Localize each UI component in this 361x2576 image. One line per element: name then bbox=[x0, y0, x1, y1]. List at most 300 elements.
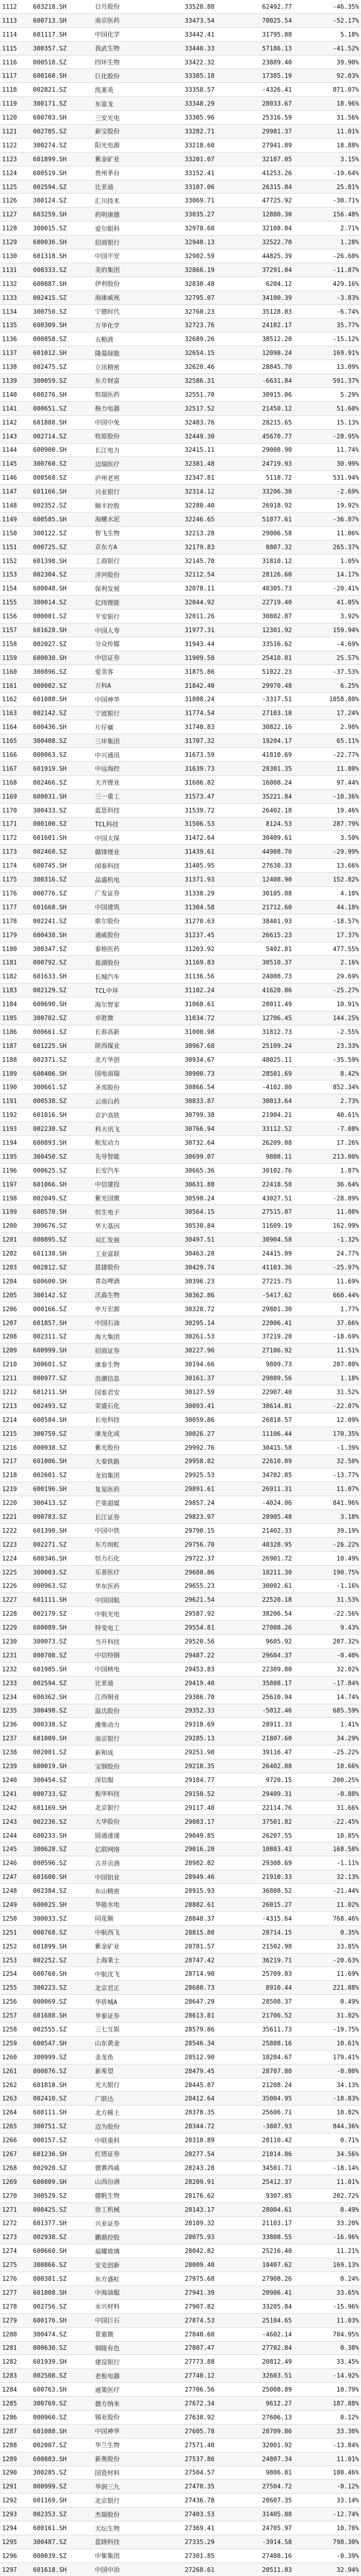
code-cell: 002410.SZ bbox=[33, 2095, 67, 2103]
rank-cell: 1157 bbox=[2, 626, 17, 634]
prev-value-cell: 19204.17 bbox=[262, 737, 292, 745]
prev-value-cell: 30822.16 bbox=[262, 723, 292, 731]
rank-cell: 1223 bbox=[2, 1540, 17, 1548]
name-cell: 荣盛石化 bbox=[95, 1402, 120, 1410]
prev-value-cell: 27941.89 bbox=[262, 141, 292, 149]
prev-value-cell: 34100.39 bbox=[262, 294, 292, 301]
value-cell: 30665.36 bbox=[185, 1166, 215, 1174]
prev-value-cell: 41103.36 bbox=[262, 1263, 292, 1271]
prev-value-cell: 22418.58 bbox=[262, 1180, 292, 1188]
value-cell: 31371.93 bbox=[185, 876, 215, 884]
value-cell: 32078.11 bbox=[185, 585, 215, 592]
prev-value-cell: 47725.92 bbox=[262, 197, 292, 205]
name-cell: 中国核电 bbox=[95, 1666, 120, 1673]
code-cell: 300628.SZ bbox=[33, 1845, 67, 1853]
prev-value-cell: 38512.20 bbox=[262, 335, 292, 343]
change-cell: 11.01% bbox=[336, 2178, 359, 2185]
change-cell: 19.92% bbox=[336, 502, 359, 509]
change-cell: 17.24% bbox=[336, 709, 359, 717]
rank-cell: 1124 bbox=[2, 169, 17, 177]
name-cell: 兴业证券 bbox=[95, 2219, 120, 2227]
prev-value-cell: 48025.11 bbox=[262, 1056, 292, 1063]
value-cell: 27840.60 bbox=[185, 2330, 215, 2338]
table-row bbox=[0, 388, 361, 402]
rank-cell: 1276 bbox=[2, 2275, 17, 2282]
value-cell: 30833.87 bbox=[185, 1097, 215, 1105]
prev-value-cell: 28905.48 bbox=[262, 1513, 292, 1521]
rank-cell: 1130 bbox=[2, 252, 17, 260]
rank-cell: 1167 bbox=[2, 765, 17, 772]
value-cell: 31573.47 bbox=[185, 792, 215, 800]
rank-cell: 1297 bbox=[2, 2566, 17, 2573]
name-cell: 紫光国微 bbox=[95, 1195, 120, 1202]
table-row bbox=[0, 1663, 361, 1676]
value-cell: 31639.73 bbox=[185, 765, 215, 772]
change-cell: 2.16% bbox=[340, 959, 359, 967]
name-cell: 中信特钢 bbox=[95, 1652, 120, 1659]
change-cell: 92.03% bbox=[336, 72, 359, 80]
name-cell: 盐湖股份 bbox=[95, 959, 120, 967]
rank-cell: 1206 bbox=[2, 1305, 17, 1313]
change-cell: 477.55% bbox=[333, 945, 359, 953]
code-cell: 000708.SZ bbox=[33, 1651, 67, 1659]
value-cell: 33385.18 bbox=[185, 72, 215, 80]
change-cell: 200.25% bbox=[333, 1776, 359, 1784]
name-cell: 长城汽车 bbox=[95, 973, 120, 980]
code-cell: 601628.SH bbox=[33, 626, 67, 634]
code-cell: 300033.SZ bbox=[33, 1914, 67, 1922]
table-row bbox=[0, 1094, 361, 1108]
name-cell: 华能水电 bbox=[95, 1901, 120, 1909]
prev-value-cell: 30415.58 bbox=[262, 1444, 292, 1451]
name-cell: 凯莱英 bbox=[95, 86, 114, 94]
rank-cell: 1227 bbox=[2, 1596, 17, 1604]
value-cell: 31169.83 bbox=[185, 959, 215, 967]
code-cell: 601066.SH bbox=[33, 1180, 67, 1188]
prev-value-cell: 27908.26 bbox=[262, 2275, 292, 2282]
value-cell: 30328.72 bbox=[185, 1305, 215, 1313]
name-cell: 蓝晓科技 bbox=[95, 2538, 120, 2546]
table-row bbox=[0, 1566, 361, 1580]
change-cell: 10.79% bbox=[336, 2386, 359, 2394]
change-cell: 23.33% bbox=[336, 1042, 359, 1049]
rank-cell: 1221 bbox=[2, 1513, 17, 1521]
prev-value-cell: 10803.43 bbox=[262, 1845, 292, 1853]
table-row bbox=[0, 1842, 361, 1856]
change-cell: -28.95% bbox=[333, 432, 359, 440]
table-row bbox=[0, 485, 361, 499]
name-cell: 伊利股份 bbox=[95, 280, 120, 288]
table-row bbox=[0, 346, 361, 360]
change-cell: 29.69% bbox=[336, 973, 359, 980]
change-cell: 0.35% bbox=[340, 1928, 359, 1936]
value-cell: 32381.48 bbox=[185, 460, 215, 468]
rank-cell: 1158 bbox=[2, 640, 17, 648]
code-cell: 300896.SZ bbox=[33, 668, 67, 675]
rank-cell: 1246 bbox=[2, 1859, 17, 1867]
value-cell: 27638.92 bbox=[185, 2413, 215, 2421]
name-cell: 恒生电子 bbox=[95, 1208, 120, 1216]
change-cell: 25.57% bbox=[336, 654, 359, 662]
name-cell: 兴业银行 bbox=[95, 488, 120, 496]
change-cell: -4.69% bbox=[336, 640, 359, 648]
name-cell: 芒果超媒 bbox=[95, 1499, 120, 1507]
value-cell: 31740.83 bbox=[185, 723, 215, 731]
name-cell: 中兴通讯 bbox=[95, 751, 120, 759]
name-cell: 长电科技 bbox=[95, 1416, 120, 1424]
table-row bbox=[0, 2300, 361, 2314]
change-cell: -1.11% bbox=[336, 1859, 359, 1867]
change-cell: 3.92% bbox=[340, 613, 359, 620]
name-cell: 江西铜业 bbox=[95, 1693, 120, 1701]
prev-value-cell: 24008.73 bbox=[262, 973, 292, 980]
change-cell: 798.30% bbox=[333, 2538, 359, 2546]
prev-value-cell: 29809.56 bbox=[262, 1375, 292, 1382]
code-cell: 600519.SH bbox=[33, 169, 67, 177]
code-cell: 601088.SH bbox=[33, 696, 67, 703]
value-cell: 30934.67 bbox=[185, 1056, 215, 1063]
prev-value-cell: 26207.55 bbox=[262, 1832, 292, 1839]
rank-cell: 1148 bbox=[2, 502, 17, 509]
prev-value-cell: 12408.90 bbox=[262, 876, 292, 884]
code-cell: 002493.SZ bbox=[33, 1402, 67, 1410]
prev-value-cell: 21904.21 bbox=[262, 1111, 292, 1119]
value-cell: 33348.29 bbox=[185, 100, 215, 108]
prev-value-cell: 21712.60 bbox=[262, 903, 292, 911]
value-cell: 31270.63 bbox=[185, 917, 215, 925]
change-cell: 65.11% bbox=[336, 737, 359, 745]
code-cell: 000568.SZ bbox=[33, 474, 67, 482]
name-cell: 顺丰控股 bbox=[95, 502, 120, 510]
value-cell: 27403.53 bbox=[185, 2511, 215, 2518]
prev-value-cell: 11609.19 bbox=[262, 1222, 292, 1230]
name-cell: 卓胜微 bbox=[95, 1014, 114, 1022]
code-cell: 002415.SZ bbox=[33, 294, 67, 301]
change-cell: 97.44% bbox=[336, 778, 359, 786]
code-cell: 601857.SH bbox=[33, 1319, 67, 1327]
name-cell: 老板电器 bbox=[95, 2372, 120, 2380]
rank-cell: 1292 bbox=[2, 2497, 17, 2504]
rank-cell: 1184 bbox=[2, 1001, 17, 1008]
code-cell: 002271.SZ bbox=[33, 1540, 67, 1548]
value-cell: 27941.39 bbox=[185, 2289, 215, 2296]
prev-value-cell: 12098.24 bbox=[262, 349, 292, 357]
name-cell: 片仔癀 bbox=[95, 723, 114, 731]
prev-value-cell: -3317.51 bbox=[262, 696, 292, 703]
table-row bbox=[0, 1441, 361, 1455]
name-cell: 大秦铁路 bbox=[95, 1458, 120, 1465]
table-row bbox=[0, 609, 361, 623]
code-cell: 300015.SZ bbox=[33, 225, 67, 232]
value-cell: 27874.53 bbox=[185, 2316, 215, 2324]
prev-value-cell: 29006.58 bbox=[262, 529, 292, 537]
table-row bbox=[0, 956, 361, 970]
table-row bbox=[0, 693, 361, 707]
prev-value-cell: 25216.40 bbox=[262, 2247, 292, 2255]
rank-cell: 1168 bbox=[2, 778, 17, 786]
value-cell: 28176.62 bbox=[185, 2192, 215, 2199]
table-row bbox=[0, 2286, 361, 2300]
name-cell: 铜陵有色 bbox=[95, 2344, 120, 2352]
name-cell: 阳光电源 bbox=[95, 142, 120, 149]
prev-value-cell: 33516.62 bbox=[262, 640, 292, 648]
code-cell: 601009.SH bbox=[33, 1735, 67, 1742]
change-cell: 32.94% bbox=[336, 2566, 359, 2573]
table-row bbox=[0, 1690, 361, 1704]
rank-cell: 1190 bbox=[2, 1083, 17, 1091]
change-cell: 34.13% bbox=[336, 2081, 359, 2089]
value-cell: 32551.70 bbox=[185, 391, 215, 398]
rank-cell: 1243 bbox=[2, 1818, 17, 1825]
name-cell: 山西汾酒 bbox=[95, 2178, 120, 2186]
change-cell: -20.41% bbox=[333, 585, 359, 592]
change-cell: -13.84% bbox=[333, 2441, 359, 2449]
code-cell: 000425.SZ bbox=[33, 2206, 67, 2213]
value-cell: 30497.51 bbox=[185, 1236, 215, 1244]
prev-value-cell: 29604.37 bbox=[262, 1651, 292, 1659]
change-cell: 0.24% bbox=[340, 2275, 359, 2282]
value-cell: 31237.45 bbox=[185, 931, 215, 939]
rank-cell: 1233 bbox=[2, 1679, 17, 1687]
code-cell: 600585.SH bbox=[33, 515, 67, 523]
prev-value-cell: 51022.23 bbox=[262, 668, 292, 675]
value-cell: 33528.88 bbox=[185, 3, 215, 10]
value-cell: 32314.12 bbox=[185, 488, 215, 496]
table-row bbox=[0, 152, 361, 166]
rank-cell: 1229 bbox=[2, 1624, 17, 1632]
prev-value-cell: 27106.92 bbox=[262, 1347, 292, 1354]
rank-cell: 1255 bbox=[2, 1984, 17, 1992]
code-cell: 601166.SH bbox=[33, 488, 67, 496]
change-cell: 14.74% bbox=[336, 1693, 359, 1701]
change-cell: 39.19% bbox=[336, 1527, 359, 1534]
value-cell: 32517.52 bbox=[185, 404, 215, 412]
name-cell: 亿联网络 bbox=[95, 1845, 120, 1853]
code-cell: 300999.SZ bbox=[33, 2053, 67, 2061]
table-row bbox=[0, 2258, 361, 2272]
value-cell: 32179.83 bbox=[185, 543, 215, 551]
change-cell: -14.92% bbox=[333, 2372, 359, 2380]
table-row bbox=[0, 2425, 361, 2438]
code-cell: 000876.SZ bbox=[33, 2067, 67, 2075]
prev-value-cell: 8910.44 bbox=[266, 1984, 292, 1992]
rank-cell: 1125 bbox=[2, 183, 17, 191]
name-cell: 格力电器 bbox=[95, 405, 120, 413]
prev-value-cell: 28845.70 bbox=[262, 363, 292, 371]
table-row bbox=[0, 665, 361, 679]
table-row bbox=[0, 499, 361, 513]
change-cell: 4.10% bbox=[340, 889, 359, 897]
value-cell: 32760.23 bbox=[185, 308, 215, 315]
rank-cell: 1254 bbox=[2, 1970, 17, 1978]
value-cell: 29756.70 bbox=[185, 1540, 215, 1548]
change-cell: -15.96% bbox=[333, 2302, 359, 2310]
name-cell: 长江电力 bbox=[95, 446, 120, 454]
name-cell: 德赛西威 bbox=[95, 2164, 120, 2172]
code-cell: 600760.SH bbox=[33, 1970, 67, 1978]
rank-cell: 1251 bbox=[2, 1928, 17, 1936]
change-cell: 11.07% bbox=[336, 1485, 359, 1493]
change-cell: 531.94% bbox=[333, 474, 359, 482]
rank-cell: 1266 bbox=[2, 2137, 17, 2144]
rank-cell: 1176 bbox=[2, 889, 17, 897]
name-cell: 海康威视 bbox=[95, 294, 120, 302]
prev-value-cell: 28004.61 bbox=[262, 2206, 292, 2213]
prev-value-cell: 25709.83 bbox=[262, 1970, 292, 1978]
code-cell: 601888.SH bbox=[33, 418, 67, 426]
table-row bbox=[0, 194, 361, 208]
rank-cell: 1291 bbox=[2, 2483, 17, 2490]
rank-cell: 1226 bbox=[2, 1582, 17, 1590]
change-cell: -1.32% bbox=[336, 1236, 359, 1244]
code-cell: 600362.SH bbox=[33, 1693, 67, 1701]
change-cell: 169.13% bbox=[333, 2261, 359, 2269]
prev-value-cell: 20709.86 bbox=[262, 2427, 292, 2435]
rank-cell: 1162 bbox=[2, 696, 17, 703]
rank-cell: 1219 bbox=[2, 1485, 17, 1493]
table-row bbox=[0, 984, 361, 997]
change-cell: -1.16% bbox=[336, 1582, 359, 1590]
code-cell: 600276.SH bbox=[33, 391, 67, 398]
name-cell: 海螺水泥 bbox=[95, 516, 120, 523]
name-cell: 比亚迪 bbox=[95, 183, 114, 191]
value-cell: 28546.34 bbox=[185, 2039, 215, 2047]
table-row bbox=[0, 1635, 361, 1649]
value-cell: 31506.53 bbox=[185, 820, 215, 828]
code-cell: 000977.SZ bbox=[33, 1375, 67, 1382]
code-cell: 600031.SH bbox=[33, 792, 67, 800]
change-cell: 685.59% bbox=[333, 1707, 359, 1715]
code-cell: 600600.SH bbox=[33, 1277, 67, 1285]
code-cell: 300122.SZ bbox=[33, 529, 67, 537]
prev-value-cell: 27215.75 bbox=[262, 1277, 292, 1285]
code-cell: 601601.SH bbox=[33, 834, 67, 842]
change-cell: 31.52% bbox=[336, 1388, 359, 1396]
code-cell: 000630.SZ bbox=[33, 2344, 67, 2352]
change-cell: 40.61% bbox=[336, 1111, 359, 1119]
value-cell: 31034.72 bbox=[185, 1014, 215, 1022]
table-row bbox=[0, 1621, 361, 1635]
value-cell: 29419.40 bbox=[185, 1679, 215, 1687]
prev-value-cell: 28508.37 bbox=[262, 1998, 292, 2006]
rank-cell: 1270 bbox=[2, 2192, 17, 2199]
name-cell: 金龙鱼 bbox=[95, 2054, 114, 2061]
code-cell: 300347.SZ bbox=[33, 945, 67, 953]
change-cell: -41.52% bbox=[333, 44, 359, 52]
prev-value-cell: 32522.70 bbox=[262, 239, 292, 246]
name-cell: 赣锋锂业 bbox=[95, 848, 120, 856]
code-cell: 002142.SZ bbox=[33, 709, 67, 717]
table-row bbox=[0, 2494, 361, 2507]
name-cell: 康龙化成 bbox=[95, 1430, 120, 1438]
table-row bbox=[0, 540, 361, 554]
value-cell: 31068.61 bbox=[185, 1001, 215, 1008]
change-cell: 3.18% bbox=[340, 1513, 359, 1521]
rank-cell: 1264 bbox=[2, 2109, 17, 2116]
prev-value-cell: 27606.13 bbox=[262, 2413, 292, 2421]
value-cell: 31203.92 bbox=[185, 945, 215, 953]
rank-cell: 1283 bbox=[2, 2372, 17, 2380]
table-row bbox=[0, 208, 361, 222]
value-cell: 28412.64 bbox=[185, 2095, 215, 2103]
code-cell: 000063.SZ bbox=[33, 751, 67, 759]
code-cell: 300171.SZ bbox=[33, 100, 67, 108]
code-cell: 002460.SZ bbox=[33, 848, 67, 856]
prev-value-cell: 30915.06 bbox=[262, 391, 292, 398]
value-cell: 28714.90 bbox=[185, 1970, 215, 1978]
change-cell: -37.53% bbox=[333, 668, 359, 675]
table-row bbox=[0, 1108, 361, 1122]
name-cell: 三环集团 bbox=[95, 737, 120, 745]
value-cell: 31439.61 bbox=[185, 848, 215, 856]
table-row bbox=[0, 1524, 361, 1538]
value-cell: 31405.95 bbox=[185, 862, 215, 870]
table-row bbox=[0, 2147, 361, 2161]
name-cell: 鹏鼎控股 bbox=[95, 2233, 120, 2241]
code-cell: 000661.SZ bbox=[33, 1028, 67, 1036]
name-cell: 上海莱士 bbox=[95, 1957, 120, 1964]
name-cell: 宁德时代 bbox=[95, 308, 120, 316]
name-cell: 中国建筑 bbox=[95, 904, 120, 911]
table-row bbox=[0, 2411, 361, 2425]
table-row bbox=[0, 235, 361, 249]
name-cell: 北方稀土 bbox=[95, 2109, 120, 2116]
change-cell: -11.87% bbox=[333, 266, 359, 274]
name-cell: 闻泰科技 bbox=[95, 862, 120, 870]
prev-value-cell: 62492.77 bbox=[262, 3, 292, 10]
change-cell: 660.44% bbox=[333, 1291, 359, 1299]
name-cell: 沃森生物 bbox=[95, 1292, 120, 1299]
prev-value-cell: -4102.80 bbox=[262, 1083, 292, 1091]
name-cell: 青岛啤酒 bbox=[95, 1278, 120, 1285]
table-row bbox=[0, 1122, 361, 1136]
code-cell: 600809.SH bbox=[33, 2178, 67, 2185]
prev-value-cell: 34702.85 bbox=[262, 1471, 292, 1479]
name-cell: 通威股份 bbox=[95, 931, 120, 939]
change-cell: -26.22% bbox=[333, 1540, 359, 1548]
code-cell: 600089.SH bbox=[33, 1624, 67, 1632]
rank-cell: 1204 bbox=[2, 1277, 17, 1285]
rank-cell: 1259 bbox=[2, 2039, 17, 2047]
prev-value-cell: 28126.60 bbox=[262, 571, 292, 579]
value-cell: 27740.12 bbox=[185, 2372, 215, 2380]
code-cell: 300433.SZ bbox=[33, 806, 67, 814]
change-cell: 33.20% bbox=[336, 2219, 359, 2227]
value-cell: 27335.29 bbox=[185, 2538, 215, 2546]
change-cell: 12.09% bbox=[336, 1416, 359, 1423]
value-cell: 30093.41 bbox=[185, 1402, 215, 1410]
change-cell: -22.56% bbox=[333, 1610, 359, 1618]
value-cell: 32347.81 bbox=[185, 474, 215, 482]
rank-cell: 1153 bbox=[2, 571, 17, 579]
name-cell: 巨化股份 bbox=[95, 72, 120, 80]
code-cell: 300357.SZ bbox=[33, 44, 67, 52]
table-row bbox=[0, 1330, 361, 1344]
prev-value-cell: 29970.48 bbox=[262, 682, 292, 689]
rank-cell: 1268 bbox=[2, 2164, 17, 2172]
prev-value-cell: 26818.57 bbox=[262, 1416, 292, 1423]
prev-value-cell: 37219.20 bbox=[262, 1333, 292, 1341]
name-cell: 潍柴动力 bbox=[95, 1721, 120, 1728]
table-row bbox=[0, 1247, 361, 1261]
value-cell: 29688.86 bbox=[185, 1568, 215, 1576]
name-cell: 天齐锂业 bbox=[95, 779, 120, 787]
table-row bbox=[0, 28, 361, 42]
code-cell: 600438.SH bbox=[33, 931, 67, 939]
name-cell: 振华科技 bbox=[95, 1790, 120, 1798]
code-cell: 000001.SZ bbox=[33, 613, 67, 620]
code-cell: 002230.SZ bbox=[33, 1125, 67, 1133]
